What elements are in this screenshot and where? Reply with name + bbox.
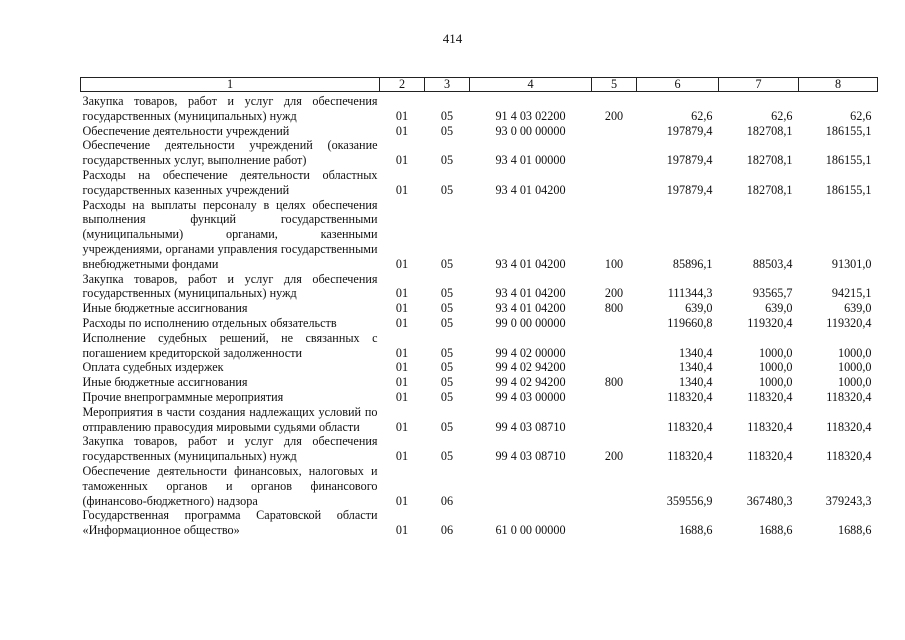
subsection-code: 06 — [440, 523, 454, 538]
amount-col-6: 118320,4 — [667, 389, 713, 404]
section-code: 01 — [395, 360, 409, 375]
amount-col-7: 118320,4 — [747, 419, 793, 434]
table-row — [81, 92, 878, 124]
target-article-code: 93 0 00 00000 — [495, 123, 566, 138]
section-code: 01 — [395, 493, 409, 508]
table-row — [81, 272, 878, 302]
expense-type-code: 200 — [604, 449, 624, 464]
amount-col-6: 1340,4 — [678, 360, 713, 375]
item-name: Иные бюджетные ассигнования — [82, 301, 248, 316]
table-row — [81, 375, 878, 390]
header-cell: 7 — [719, 78, 799, 92]
expense-type-code — [592, 360, 637, 375]
expense-type-code — [592, 508, 637, 538]
expense-type-code — [592, 331, 637, 361]
section-code: 01 — [395, 375, 409, 390]
header-cell: 2 — [380, 78, 425, 92]
expense-type-code — [592, 138, 637, 168]
section-code: 01 — [395, 345, 409, 360]
amount-col-7: 93565,7 — [752, 286, 793, 301]
table-row — [81, 316, 878, 331]
item-name: Расходы по исполнению отдельных обязательств — [82, 315, 337, 330]
expense-type-code: 800 — [604, 375, 624, 390]
amount-col-7: 88503,4 — [752, 256, 793, 271]
table-row — [81, 360, 878, 375]
subsection-code: 05 — [440, 449, 454, 464]
amount-col-6: 1340,4 — [678, 375, 713, 390]
subsection-code: 05 — [440, 123, 454, 138]
amount-col-8: 186155,1 — [825, 123, 872, 138]
amount-col-6: 359556,9 — [666, 493, 713, 508]
table-row — [81, 168, 878, 198]
subsection-code: 05 — [440, 345, 454, 360]
item-name: Расходы на обеспечение деятельности областных государственных казенных учреждений — [82, 167, 378, 197]
expense-type-code — [592, 390, 637, 405]
amount-col-6: 62,6 — [691, 108, 713, 123]
expense-type-code: 100 — [604, 256, 624, 271]
header-cell: 3 — [425, 78, 470, 92]
item-name: Закупка товаров, работ и услуг для обеспечения государственных (муниципальных) нужд — [82, 271, 378, 301]
subsection-code: 05 — [440, 286, 454, 301]
subsection-code: 05 — [440, 108, 454, 123]
amount-col-8: 186155,1 — [825, 153, 872, 168]
subsection-code: 05 — [440, 419, 454, 434]
amount-col-8: 118320,4 — [826, 449, 872, 464]
expense-type-code — [592, 464, 637, 508]
subsection-code: 06 — [440, 493, 454, 508]
amount-col-8: 1000,0 — [837, 360, 872, 375]
section-code: 01 — [395, 123, 409, 138]
section-code: 01 — [395, 153, 409, 168]
amount-col-7: 367480,3 — [746, 493, 793, 508]
target-article-code: 93 4 01 04200 — [495, 286, 566, 301]
subsection-code: 05 — [440, 153, 454, 168]
target-article-code: 99 4 03 00000 — [495, 389, 566, 404]
amount-col-8: 118320,4 — [826, 389, 872, 404]
target-article-code: 93 4 01 04200 — [495, 301, 566, 316]
table-row — [81, 508, 878, 538]
item-name: Закупка товаров, работ и услуг для обеспечения государственных (муниципальных) нужд — [82, 434, 378, 464]
subsection-code: 05 — [440, 389, 454, 404]
item-name: Обеспечение деятельности финансовых, налоговых и таможенных органов и органов финансового (финансово-бюджетного) надзора — [82, 463, 378, 508]
subsection-code: 05 — [440, 182, 454, 197]
amount-col-8: 379243,3 — [825, 493, 872, 508]
amount-col-8: 1688,6 — [837, 523, 872, 538]
target-article-code: 99 4 03 08710 — [495, 419, 566, 434]
subsection-code: 05 — [440, 375, 454, 390]
amount-col-8: 1000,0 — [837, 345, 872, 360]
subsection-code: 05 — [440, 301, 454, 316]
amount-col-7: 182708,1 — [746, 182, 793, 197]
table-row — [81, 434, 878, 464]
amount-col-8: 119320,4 — [826, 315, 872, 330]
amount-col-6: 1340,4 — [678, 345, 713, 360]
amount-col-8: 91301,0 — [831, 256, 872, 271]
expense-type-code: 800 — [604, 301, 624, 316]
expense-type-code — [592, 168, 637, 198]
amount-col-7: 118320,4 — [747, 449, 793, 464]
expense-type-code — [592, 316, 637, 331]
section-code: 01 — [395, 108, 409, 123]
subsection-code: 05 — [440, 315, 454, 330]
item-name: Расходы на выплаты персоналу в целях обеспечения выполнения функций государственными (муниципальными) органами, казенными учреждениями, органами управления государственными внебюджетными фондами — [82, 197, 378, 271]
target-article-code: 99 4 03 08710 — [495, 449, 566, 464]
section-code: 01 — [395, 449, 409, 464]
table-row — [81, 331, 878, 361]
table-row — [81, 390, 878, 405]
header-cell: 6 — [637, 78, 719, 92]
amount-col-6: 118320,4 — [667, 419, 713, 434]
item-name: Оплата судебных издержек — [82, 360, 224, 375]
amount-col-8: 62,6 — [850, 108, 872, 123]
target-article-code: 99 0 00 00000 — [495, 315, 566, 330]
item-name: Иные бюджетные ассигнования — [82, 375, 248, 390]
amount-col-8: 186155,1 — [825, 182, 872, 197]
amount-col-8: 639,0 — [844, 301, 872, 316]
section-code: 01 — [395, 286, 409, 301]
header-cell: 1 — [81, 78, 380, 92]
section-code: 01 — [395, 182, 409, 197]
amount-col-7: 118320,4 — [747, 389, 793, 404]
expense-type-code — [592, 124, 637, 139]
header-cell: 4 — [470, 78, 592, 92]
item-name: Исполнение судебных решений, не связанных с погашением кредиторской задолженности — [82, 330, 378, 360]
amount-col-7: 1688,6 — [758, 523, 793, 538]
item-name: Мероприятия в части создания надлежащих условий по отправлению правосудия мировыми судьями области — [82, 404, 378, 434]
amount-col-7: 639,0 — [765, 301, 793, 316]
target-article-code: 91 4 03 02200 — [495, 108, 566, 123]
table-row — [81, 124, 878, 139]
amount-col-6: 111344,3 — [667, 286, 713, 301]
section-code: 01 — [395, 315, 409, 330]
table-row — [81, 464, 878, 508]
amount-col-7: 1000,0 — [758, 345, 793, 360]
amount-col-8: 118320,4 — [826, 419, 872, 434]
item-name: Обеспечение деятельности учреждений (оказание государственных услуг, выполнение работ) — [82, 138, 378, 168]
target-article-code: 93 4 01 04200 — [495, 256, 566, 271]
target-article-code — [470, 464, 592, 508]
amount-col-7: 182708,1 — [746, 123, 793, 138]
table-row — [81, 301, 878, 316]
amount-col-6: 639,0 — [685, 301, 713, 316]
target-article-code: 93 4 01 04200 — [495, 182, 566, 197]
section-code: 01 — [395, 256, 409, 271]
amount-col-6: 197879,4 — [666, 182, 713, 197]
amount-col-6: 118320,4 — [667, 449, 713, 464]
section-code: 01 — [395, 523, 409, 538]
amount-col-6: 85896,1 — [672, 256, 713, 271]
amount-col-8: 1000,0 — [837, 375, 872, 390]
amount-col-6: 119660,8 — [667, 315, 713, 330]
item-name: Прочие внепрограммные мероприятия — [82, 389, 284, 404]
amount-col-7: 1000,0 — [758, 360, 793, 375]
target-article-code: 99 4 02 94200 — [495, 375, 566, 390]
expense-type-code: 200 — [604, 286, 624, 301]
amount-col-6: 1688,6 — [678, 523, 713, 538]
subsection-code: 05 — [440, 360, 454, 375]
target-article-code: 93 4 01 00000 — [495, 153, 566, 168]
amount-col-8: 94215,1 — [831, 286, 872, 301]
expense-type-code: 200 — [604, 108, 624, 123]
header-cell: 5 — [592, 78, 637, 92]
expense-type-code — [592, 405, 637, 435]
section-code: 01 — [395, 301, 409, 316]
item-name: Государственная программа Саратовской области «Информационное общество» — [82, 508, 378, 538]
amount-col-7: 182708,1 — [746, 153, 793, 168]
section-code: 01 — [395, 389, 409, 404]
subsection-code: 05 — [440, 256, 454, 271]
table-row — [81, 405, 878, 435]
amount-col-7: 1000,0 — [758, 375, 793, 390]
page-number: 414 — [442, 31, 463, 46]
budget-table — [80, 77, 878, 538]
item-name: Закупка товаров, работ и услуг для обеспечения государственных (муниципальных) нужд — [82, 94, 378, 123]
table-row — [81, 198, 878, 272]
item-name: Обеспечение деятельности учреждений — [82, 123, 290, 138]
target-article-code: 99 4 02 00000 — [495, 345, 566, 360]
target-article-code: 61 0 00 00000 — [495, 523, 566, 538]
amount-col-7: 62,6 — [771, 108, 793, 123]
amount-col-6: 197879,4 — [666, 123, 713, 138]
amount-col-7: 119320,4 — [747, 315, 793, 330]
amount-col-6: 197879,4 — [666, 153, 713, 168]
header-cell: 8 — [799, 78, 878, 92]
target-article-code: 99 4 02 94200 — [495, 360, 566, 375]
section-code: 01 — [395, 419, 409, 434]
table-header-row — [81, 78, 878, 92]
table-row — [81, 138, 878, 168]
